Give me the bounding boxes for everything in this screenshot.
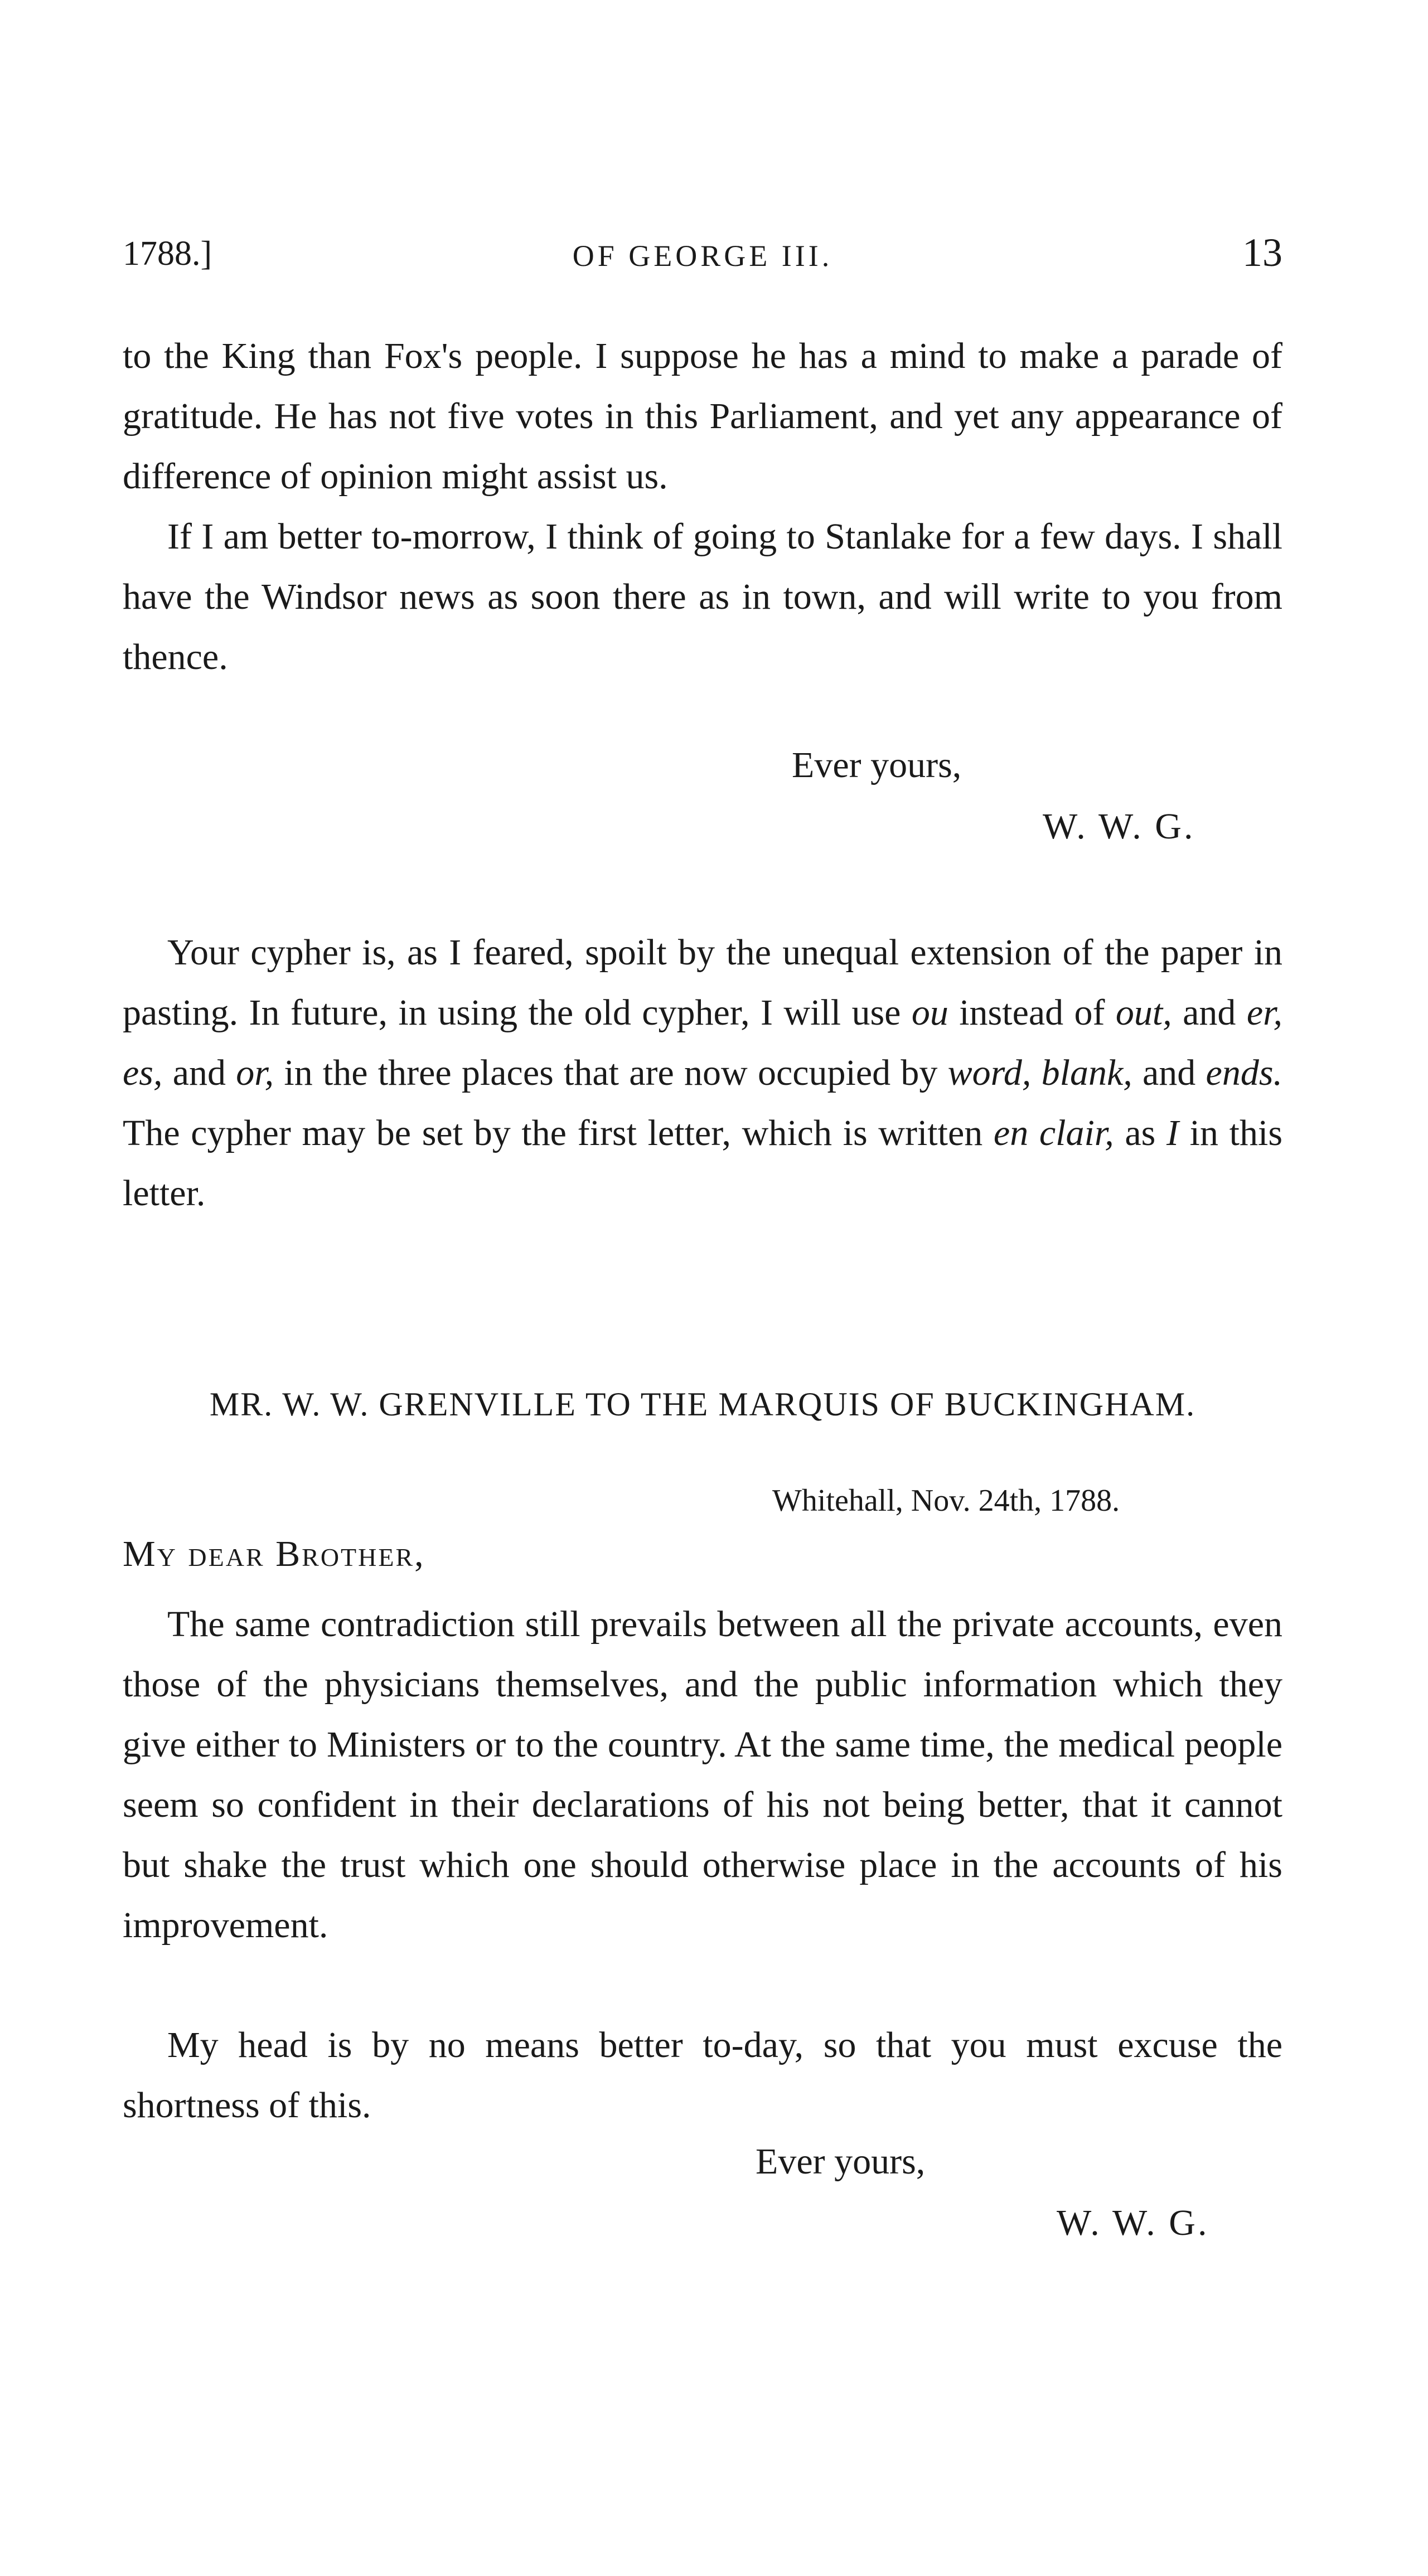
- letter2-title: MR. W. W. GRENVILLE TO THE MARQUIS OF BUCKINGHAM.: [209, 1386, 1196, 1423]
- running-title: OF GEORGE III.: [572, 239, 833, 273]
- page-header: [123, 230, 1282, 279]
- letter2-dateline: Whitehall, Nov. 24th, 1788.: [772, 1483, 1120, 1518]
- header-year: 1788.]: [123, 235, 212, 273]
- ps-em-I: I: [1166, 1113, 1179, 1153]
- letter1-signature: W. W. G.: [1043, 806, 1195, 847]
- ps-text-3: and: [1172, 992, 1247, 1033]
- letter1-closing: Ever yours,: [792, 745, 962, 785]
- letter1-paragraph-2: If I am better to-morrow, I think of going to Stanlake for a few days. I shall have the Windsor news as soon there as in town, and will write to you from thence.: [123, 516, 1282, 677]
- letter2-closing: Ever yours,: [756, 2141, 926, 2182]
- ps-text-7: The cypher may be set by the first letter, which is written: [123, 1113, 994, 1153]
- letter1-body: [123, 326, 1282, 687]
- letter2-paragraph-2: My head is by no means better to-day, so that you must excuse the shortness of this.: [123, 2025, 1282, 2126]
- postscript-paragraph: [123, 923, 1282, 1224]
- letter2-signature: W. W. G.: [1057, 2203, 1209, 2243]
- letter2-paragraph-1: The same contradiction still prevails between all the private accounts, even those of the physicians themselves, and the public information which they give either to Ministers or to the country. At the same time, the medical people seem so confident in their declarations of his not being better, that it cannot but shake the trust which one should otherwise place in the accounts of his improvement.: [123, 1604, 1282, 1946]
- letter2-body: [123, 1594, 1282, 1956]
- ps-text-1: Your cypher is, as I feared, spoilt by the unequal extension of the paper in pasting. In future, in using the old cypher, I will use: [123, 932, 1282, 1033]
- postscript: [123, 923, 1282, 1224]
- letter2-salutation: My dear Brother,: [123, 1534, 425, 1574]
- ps-em-enclair: en clair,: [993, 1113, 1114, 1153]
- ps-text-9: in this letter.: [123, 1113, 1283, 1214]
- ps-em-er: er, es,: [123, 992, 1282, 1093]
- letter1-paragraph-1: to the King than Fox's people. I suppose he has a mind to make a parade of gratitude. He has not five votes in this Parliament, and yet any appearance of difference of opinion might assist us.: [123, 336, 1282, 497]
- ps-em-ou: ou: [911, 992, 948, 1033]
- ps-em-or: or,: [236, 1052, 274, 1093]
- letter2-body-continued: [123, 2015, 1282, 2136]
- page-number: 13: [1242, 230, 1282, 275]
- ps-text-5: in the three places that are now occupied by: [274, 1052, 948, 1093]
- ps-em-out: out,: [1115, 992, 1172, 1033]
- ps-text-4: and: [162, 1052, 236, 1093]
- ps-text-2: instead of: [948, 992, 1116, 1033]
- ps-text-6: and: [1132, 1052, 1206, 1093]
- ps-em-word: word, blank,: [947, 1052, 1132, 1093]
- ps-em-ends: ends.: [1206, 1052, 1283, 1093]
- ps-text-8: as: [1114, 1113, 1167, 1153]
